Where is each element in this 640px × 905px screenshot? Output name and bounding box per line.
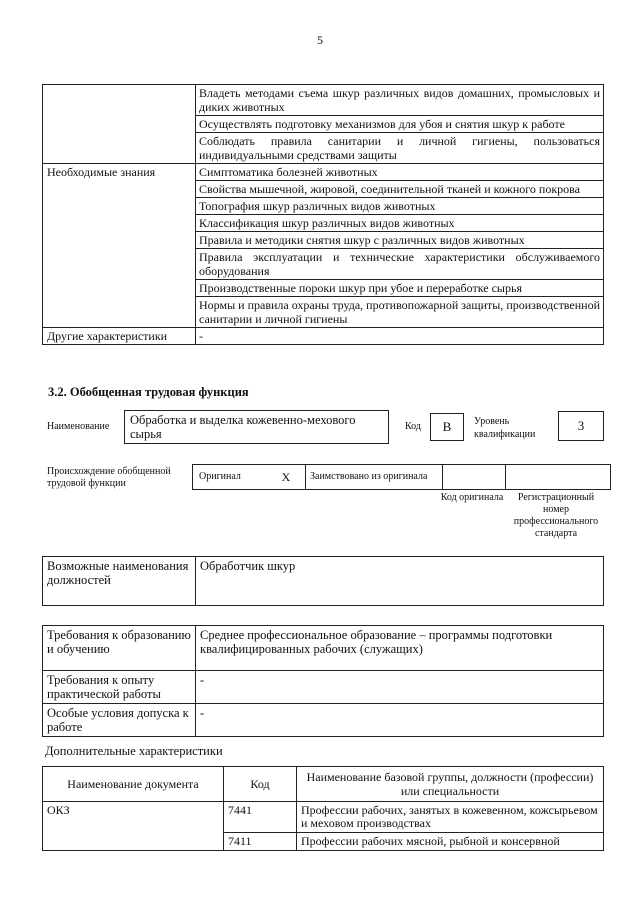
table-row	[43, 85, 604, 116]
code-caption: Код оригинала	[440, 492, 504, 503]
empty-label-cell	[43, 85, 196, 164]
table-row	[43, 671, 604, 704]
doc-name-cell: ОКЗ	[43, 802, 224, 851]
origin-table	[192, 464, 611, 490]
knowledge-row-3: Топография шкур различных видов животных	[196, 198, 604, 215]
name-label: Наименование	[47, 421, 110, 432]
extra-title: Дополнительные характеристики	[45, 744, 223, 758]
education-value: Среднее профессиональное образование – программы подготовки квалифицированных рабочих (служащих)	[196, 626, 604, 671]
table-row	[193, 465, 611, 490]
other-label: Другие характеристики	[43, 328, 196, 345]
positions-label: Возможные наименования должностей	[43, 557, 196, 606]
knowledge-row-6: Правила эксплуатации и технические характеристики обслуживаемого оборудования	[196, 249, 604, 280]
experience-value: -	[196, 671, 604, 704]
positions-value: Обработчик шкур	[196, 557, 604, 606]
knowledge-row-5: Правила и методики снятия шкур с различных видов животных	[196, 232, 604, 249]
header-doc-name: Наименование документа	[43, 767, 224, 802]
skill-row-1: Владеть методами съема шкур различных видов домашних, промысловых и диких животных	[196, 85, 604, 116]
knowledge-row-7: Производственные пороки шкур при убое и переработке сырья	[196, 280, 604, 297]
table-row	[43, 767, 604, 802]
level-label: Уровень квалификации	[474, 416, 536, 440]
original-label: Оригинал	[193, 465, 268, 490]
header-group-name: Наименование базовой группы, должности (профессии) или специальности	[297, 767, 604, 802]
borrowed-label: Заимствовано из оригинала	[306, 465, 443, 490]
section-heading: 3.2. Обобщенная трудовая функция	[48, 385, 249, 399]
knowledge-row-8: Нормы и правила охраны труда, противопожарной защиты, производственной санитарии и личной гигиены	[196, 297, 604, 328]
table-row	[43, 626, 604, 671]
level-box: 3	[558, 411, 604, 441]
requirements-table	[42, 625, 604, 737]
reg-number-cell	[506, 465, 611, 490]
table-row	[43, 802, 604, 833]
admission-value: -	[196, 704, 604, 737]
experience-label: Требования к опыту практической работы	[43, 671, 196, 704]
knowledge-row-1: Симптоматика болезней животных	[196, 164, 604, 181]
skill-row-3: Соблюдать правила санитарии и личной гигиены, пользоваться индивидуальными средствами защиты	[196, 133, 604, 164]
table-row	[43, 164, 604, 181]
education-label: Требования к образованию и обучению	[43, 626, 196, 671]
original-code-cell	[443, 465, 506, 490]
code-cell: 7441	[224, 802, 297, 833]
table-row	[43, 704, 604, 737]
table-row	[43, 328, 604, 345]
code-label: Код	[405, 421, 421, 432]
code-box: В	[430, 413, 464, 441]
knowledge-row-2: Свойства мышечной, жировой, соединительной тканей и кожного покрова	[196, 181, 604, 198]
function-name-box: Обработка и выделка кожевенно-мехового сырья	[124, 410, 389, 444]
original-mark: X	[267, 465, 306, 490]
page-number: 5	[317, 33, 323, 47]
header-code: Код	[224, 767, 297, 802]
skill-row-2: Осуществлять подготовку механизмов для убоя и снятия шкур к работе	[196, 116, 604, 133]
admission-label: Особые условия допуска к работе	[43, 704, 196, 737]
group-name-cell: Профессии рабочих мясной, рыбной и консервной	[297, 833, 604, 851]
skills-knowledge-table	[42, 84, 604, 345]
table-row	[43, 557, 604, 606]
group-name-cell: Профессии рабочих, занятых в кожевенном, кожсырьевом и меховом производствах	[297, 802, 604, 833]
reg-caption: Регистрационный номер профессионального стандарта	[513, 492, 599, 539]
positions-table	[42, 556, 604, 606]
extra-table	[42, 766, 604, 851]
knowledge-row-4: Классификация шкур различных видов животных	[196, 215, 604, 232]
origin-label: Происхождение обобщенной трудовой функции	[47, 466, 171, 489]
code-cell: 7411	[224, 833, 297, 851]
other-value: -	[196, 328, 604, 345]
knowledge-label: Необходимые знания	[43, 164, 196, 328]
